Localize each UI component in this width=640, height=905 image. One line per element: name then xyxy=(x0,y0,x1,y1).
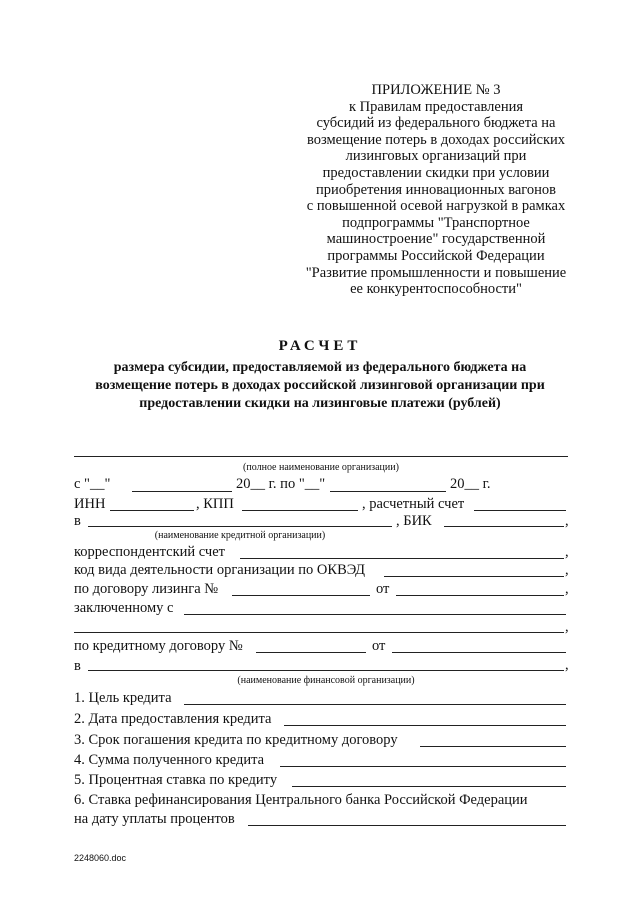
item-interest-rate-label: 5. Процентная ставка по кредиту xyxy=(74,772,278,788)
inn-field[interactable] xyxy=(110,510,194,511)
okved-field[interactable] xyxy=(384,576,564,577)
appendix-line: ее конкурентоспособности" xyxy=(350,281,522,298)
subtitle-line: предоставлении скидки на лизинговые платежи (рублей) xyxy=(139,396,501,411)
bik-comma: , xyxy=(565,513,569,529)
appendix-line: "Развитие промышленности и повышение xyxy=(305,264,567,281)
fin-org-prefix: в xyxy=(74,658,81,674)
leasing-contract-label: по договору лизинга № xyxy=(74,581,219,597)
kpp-field[interactable] xyxy=(242,510,358,511)
appendix-line: лизинговых организаций при xyxy=(345,148,527,165)
appendix-line: возмещение потерь в доходах российских xyxy=(306,131,566,148)
document-subtitle xyxy=(60,359,580,413)
concluded-with-field-2[interactable] xyxy=(74,632,564,633)
concluded-with-label: заключенному с xyxy=(74,600,174,616)
bank-name-field[interactable] xyxy=(88,526,392,527)
account-field[interactable] xyxy=(474,510,566,511)
item-interest-rate-field[interactable] xyxy=(292,786,566,787)
leasing-number-field[interactable] xyxy=(232,595,370,596)
appendix-line: с повышенной осевой нагрузкой в рамках xyxy=(306,198,566,215)
item-credit-purpose-field[interactable] xyxy=(184,704,566,705)
item-repayment-term-field[interactable] xyxy=(420,746,566,747)
fin-org-field[interactable] xyxy=(88,670,564,671)
bik-field[interactable] xyxy=(444,526,564,527)
okved-label: код вида деятельности организации по ОКВЭД xyxy=(74,562,365,578)
leasing-date-field[interactable] xyxy=(396,595,564,596)
inn-label: ИНН xyxy=(74,496,106,512)
concluded-with-field[interactable] xyxy=(184,614,566,615)
period-year-to-label: 20__ г. по "__" xyxy=(236,476,326,492)
appendix-line: предоставлении скидки при условии xyxy=(322,164,550,181)
item-refinancing-rate-field[interactable] xyxy=(248,825,566,826)
credit-date-label: от xyxy=(372,638,386,654)
file-name: 2248060.doc xyxy=(74,853,127,863)
okved-comma: , xyxy=(565,562,569,578)
fin-org-comma: , xyxy=(565,657,569,673)
fin-org-caption: (наименование финансовой организации) xyxy=(237,675,415,686)
item-repayment-term-label: 3. Срок погашения кредита по кредитному договору xyxy=(74,732,398,748)
bank-prefix: в xyxy=(74,513,81,529)
appendix-line: субсидий из федерального бюджета на xyxy=(316,115,556,132)
corr-account-field[interactable] xyxy=(240,558,564,559)
credit-number-field[interactable] xyxy=(256,652,366,653)
concluded-with-comma: , xyxy=(565,619,569,635)
item-refinancing-rate-label-2: на дату уплаты процентов xyxy=(74,811,235,827)
appendix-line: приобретения инновационных вагонов xyxy=(316,181,556,198)
credit-contract-label: по кредитному договору № xyxy=(74,638,243,654)
corr-account-comma: , xyxy=(565,544,569,560)
corr-account-label: корреспондентский счет xyxy=(74,544,225,560)
subtitle-line: размера субсидии, предоставляемой из федерального бюджета на xyxy=(113,360,527,375)
period-from-label: с "__" xyxy=(74,476,111,492)
item-refinancing-rate-label: 6. Ставка рефинансирования Центрального банка Российской Федерации xyxy=(74,792,528,808)
item-credit-purpose-label: 1. Цель кредита xyxy=(74,690,172,706)
leasing-comma: , xyxy=(565,581,569,597)
item-credit-amount-field[interactable] xyxy=(280,766,566,767)
item-credit-date-label: 2. Дата предоставления кредита xyxy=(74,711,272,727)
appendix-header xyxy=(286,82,586,298)
bank-name-caption: (наименование кредитной организации) xyxy=(154,530,326,541)
appendix-line: программы Российской Федерации xyxy=(327,247,545,264)
appendix-line: подпрограммы "Транспортное xyxy=(342,214,530,231)
bik-label: , БИК xyxy=(396,513,432,529)
period-year-label: 20__ г. xyxy=(450,476,491,492)
leasing-date-label: от xyxy=(376,581,390,597)
kpp-label: , КПП xyxy=(196,496,234,512)
appendix-number: ПРИЛОЖЕНИЕ № 3 xyxy=(371,82,501,98)
account-label: , расчетный счет xyxy=(362,496,465,512)
appendix-line: машиностроение" государственной xyxy=(326,231,546,248)
org-name-caption: (полное наименование организации) xyxy=(243,462,399,473)
credit-date-field[interactable] xyxy=(392,652,566,653)
subtitle-line: возмещение потерь в доходах российской лизинговой организации при xyxy=(95,378,545,393)
item-credit-amount-label: 4. Сумма полученного кредита xyxy=(74,752,265,768)
document-title: РАСЧЕТ xyxy=(278,338,362,354)
appendix-line: к Правилам предоставления xyxy=(348,98,524,115)
item-credit-date-field[interactable] xyxy=(284,725,566,726)
period-to-field[interactable] xyxy=(330,491,446,492)
org-name-field[interactable] xyxy=(74,456,568,457)
period-from-field[interactable] xyxy=(132,491,232,492)
